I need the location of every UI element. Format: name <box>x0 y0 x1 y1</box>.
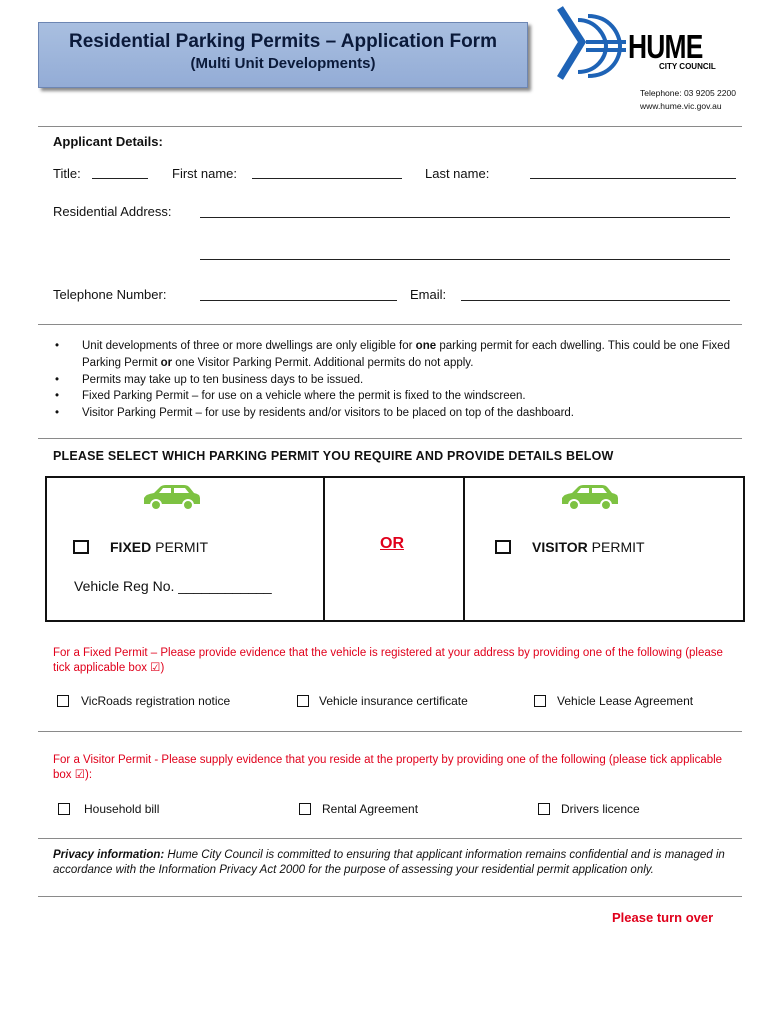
privacy-information: Privacy information: Hume City Council is committed to ensuring that applicant information remains confidential and is managed in accordance with the Information Privacy Act 2000 for the purpose of assessing your residential permit application only. <box>53 849 725 876</box>
title-label: Title: <box>53 166 81 181</box>
please-turn-over: Please turn over <box>612 910 714 925</box>
first-name-label: First name: <box>172 166 238 181</box>
last-name-field[interactable] <box>530 178 736 179</box>
permit-divider <box>323 476 325 622</box>
rental-agreement-option-label: Rental Agreement <box>322 802 419 816</box>
vicroads-checkbox[interactable] <box>57 695 69 707</box>
divider <box>38 731 742 732</box>
email-field[interactable] <box>461 300 730 301</box>
address-field-line1[interactable] <box>200 217 730 218</box>
notes-list <box>55 338 745 422</box>
contact-telephone: Telephone: 03 9205 2200 <box>640 88 736 98</box>
contact-info <box>640 87 736 113</box>
telephone-field[interactable] <box>200 300 397 301</box>
or-label: OR <box>380 535 404 552</box>
divider <box>38 324 742 325</box>
visitor-permit-label: VISITOR PERMIT <box>532 539 645 555</box>
title-field[interactable] <box>92 178 148 179</box>
telephone-label: Telephone Number: <box>53 287 167 302</box>
list-item: • Visitor Parking Permit – for use by residents and/or visitors to be placed on top of the dashboard. <box>55 405 745 422</box>
last-name-label: Last name: <box>425 166 490 181</box>
select-permit-heading: PLEASE SELECT WHICH PARKING PERMIT YOU REQUIRE AND PROVIDE DETAILS BELOW <box>53 449 614 463</box>
form-title: Residential Parking Permits – Application Form <box>69 31 497 52</box>
fixed-permit-label: FIXED PERMIT <box>110 539 209 555</box>
form-subtitle: (Multi Unit Developments) <box>190 55 376 72</box>
visitor-permit-checkbox[interactable] <box>495 540 511 554</box>
email-label: Email: <box>410 287 447 302</box>
list-item: • Permits may take up to ten business days to be issued. <box>55 372 745 389</box>
permit-divider <box>463 476 465 622</box>
divider <box>38 126 742 127</box>
drivers-licence-option-label: Drivers licence <box>561 802 640 816</box>
car-icon <box>558 484 620 512</box>
vicroads-option-label: VicRoads registration notice <box>81 694 231 708</box>
lease-option-label: Vehicle Lease Agreement <box>557 694 694 708</box>
divider <box>38 438 742 439</box>
visitor-evidence-instructions: For a Visitor Permit - Please supply evidence that you reside at the property by providing one of the following (please tick applicable box ☑): <box>53 754 723 781</box>
insurance-option-label: Vehicle insurance certificate <box>319 694 468 708</box>
address-label: Residential Address: <box>53 204 172 219</box>
logo-subtext: CITY COUNCIL <box>659 62 716 71</box>
contact-website: www.hume.vic.gov.au <box>640 101 722 111</box>
household-bill-checkbox[interactable] <box>58 803 70 815</box>
household-bill-option-label: Household bill <box>84 802 160 816</box>
car-icon <box>140 484 202 512</box>
divider <box>38 838 742 839</box>
list-item: • Fixed Parking Permit – for use on a vehicle where the permit is fixed to the windscreen. <box>55 388 745 405</box>
insurance-checkbox[interactable] <box>297 695 309 707</box>
lease-checkbox[interactable] <box>534 695 546 707</box>
vehicle-reg-field[interactable]: Vehicle Reg No. ____________ <box>74 578 272 594</box>
applicant-heading: Applicant Details: <box>53 134 163 149</box>
fixed-permit-checkbox[interactable] <box>73 540 89 554</box>
rental-agreement-checkbox[interactable] <box>299 803 311 815</box>
address-field-line2[interactable] <box>200 259 730 260</box>
first-name-field[interactable] <box>252 178 402 179</box>
divider <box>38 896 742 897</box>
list-item: • Unit developments of three or more dwellings are only eligible for one parking permit for each dwelling. This could be one Fixed Parking Permit or one Visitor Parking Permit. Additional permits do not apply. <box>55 338 745 372</box>
form-title-box <box>38 22 528 88</box>
logo-wordmark: HUME <box>628 28 703 65</box>
drivers-licence-checkbox[interactable] <box>538 803 550 815</box>
fixed-evidence-instructions: For a Fixed Permit – Please provide evidence that the vehicle is registered at your address by providing one of the following (please tick applicable box ☑) <box>53 647 723 674</box>
